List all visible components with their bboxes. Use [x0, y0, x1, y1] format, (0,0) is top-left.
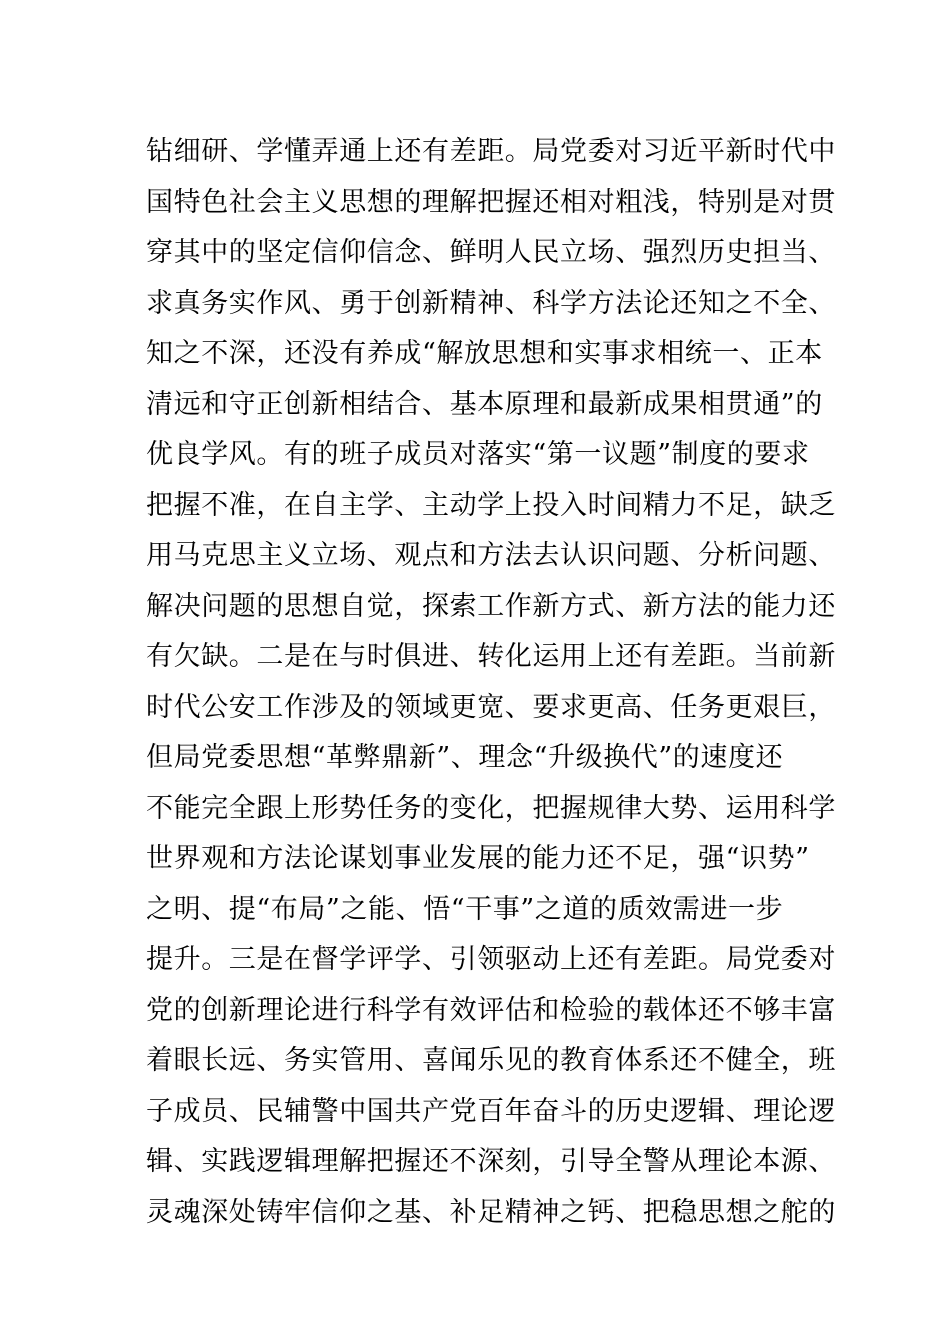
text-line: 清远和守正创新相结合、基本原理和最新成果相贯通”的 — [146, 388, 823, 420]
text-line: 优良学风。有的班子成员对落实“第一议题”制度的要求 — [146, 439, 810, 470]
text-line: 世界观和方法论谋划事业发展的能力还不足，强“识势” — [146, 843, 810, 874]
text-line: 解决问题的思想自觉，探索工作新方式、新方法的能力还 — [146, 590, 836, 622]
text-line: 把握不准，在自主学、主动学上投入时间精力不足，缺乏 — [146, 489, 836, 521]
text-line: 之明、提“布局”之能、悟“干事”之道的质效需进一步 — [146, 893, 784, 925]
text-line: 着眼长远、务实管用、喜闻乐见的教育体系还不健全，班 — [146, 1045, 836, 1076]
text-line: 国特色社会主义思想的理解把握还相对粗浅，特别是对贯 — [146, 186, 836, 218]
text-line: 钻细研、学懂弄通上还有差距。局党委对习近平新时代中 — [146, 136, 836, 167]
text-line: 知之不深，还没有养成“解放思想和实事求相统一、正本 — [146, 338, 823, 369]
text-line: 用马克思主义立场、观点和方法去认识问题、分析问题、 — [146, 540, 836, 571]
text-line: 辑、实践逻辑理解把握还不深刻，引导全警从理论本源、 — [146, 1146, 836, 1177]
text-line: 求真务实作风、勇于创新精神、科学方法论还知之不全、 — [146, 287, 836, 319]
text-line: 但局党委思想“革弊鼎新”、理念“升级换代”的速度还 — [146, 742, 784, 773]
text-line: 灵魂深处铸牢信仰之基、补足精神之钙、把稳思想之舵的 — [146, 1196, 836, 1228]
text-line: 党的创新理论进行科学有效评估和检验的载体还不够丰富 — [146, 994, 836, 1026]
text-line: 子成员、民辅警中国共产党百年奋斗的历史逻辑、理论逻 — [146, 1095, 836, 1127]
text-line: 不能完全跟上形势任务的变化，把握规律大势、运用科学 — [146, 792, 836, 824]
text-line: 时代公安工作涉及的领域更宽、要求更高、任务更艰巨， — [146, 691, 836, 723]
text-line: 有欠缺。二是在与时俱进、转化运用上还有差距。当前新 — [146, 641, 836, 672]
text-line: 穿其中的坚定信仰信念、鲜明人民立场、强烈历史担当、 — [146, 237, 836, 268]
text-line: 提升。三是在督学评学、引领驱动上还有差距。局党委对 — [146, 944, 836, 975]
body-text — [146, 127, 836, 1238]
